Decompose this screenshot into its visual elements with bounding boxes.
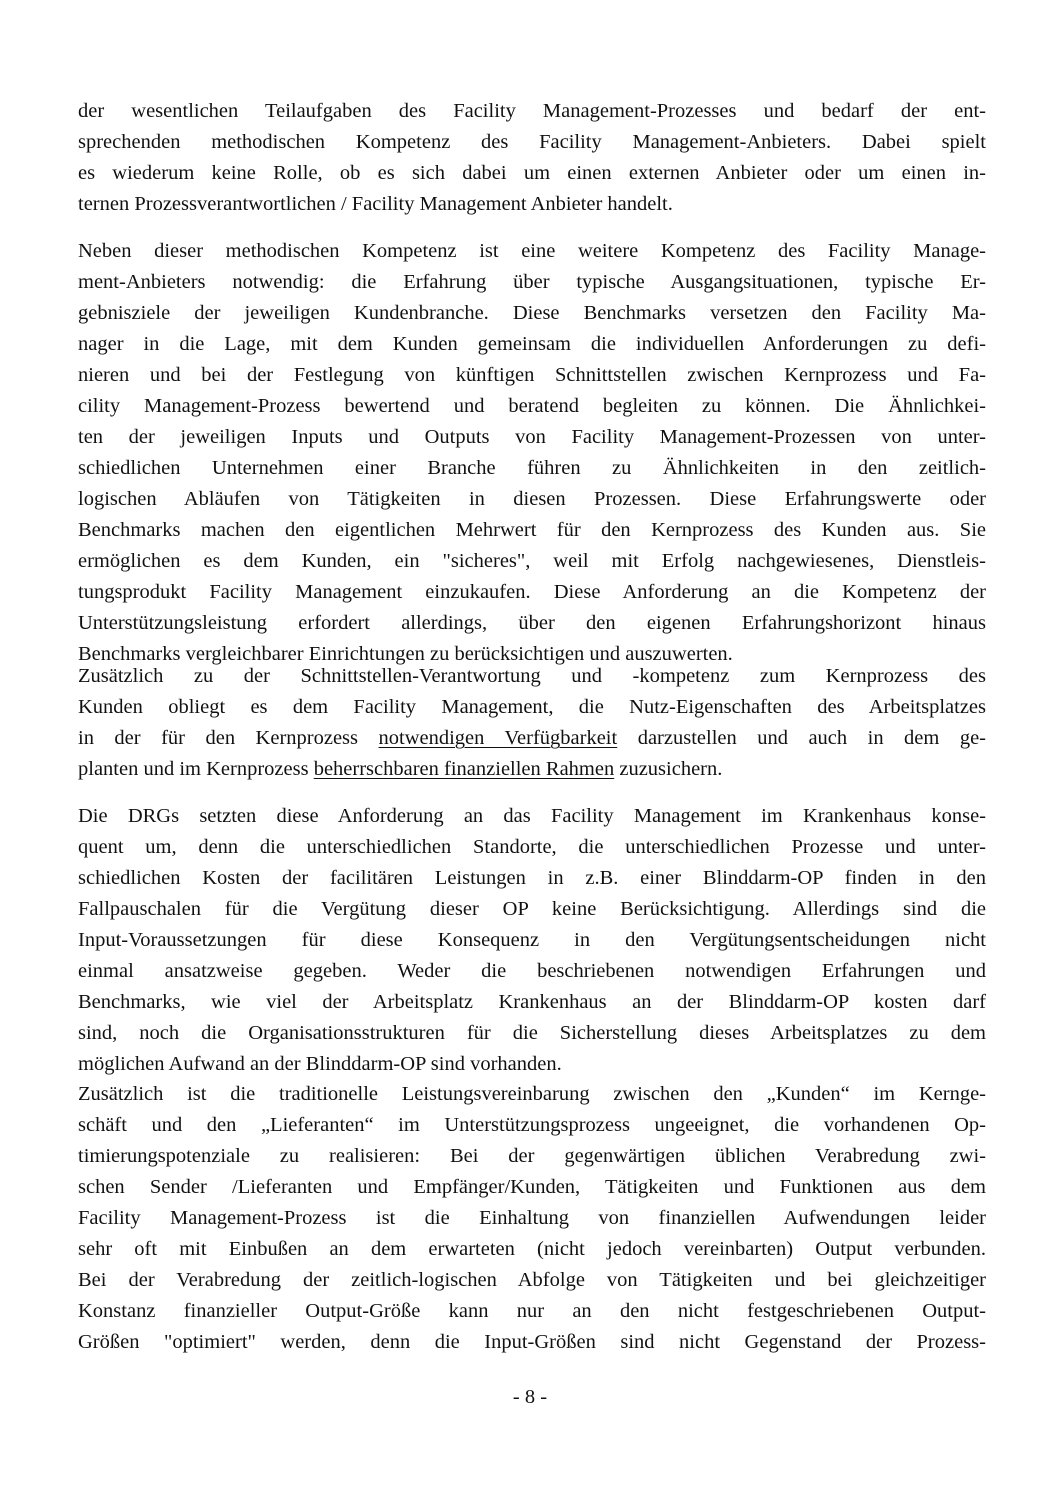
text-segment: sprechenden methodischen Kompetenz des Facility Management-Anbieters. Dabei spielt [78, 131, 986, 153]
text-segment: Input-Voraussetzungen für diese Konsequenz in den Vergütungsentscheidungen nicht [78, 929, 986, 951]
text-segment: schäft und den „Lieferanten“ im Unterstützungsprozess ungeeignet, die vorhandenen Op- [78, 1114, 986, 1136]
text-line [78, 925, 986, 956]
text-line [78, 360, 986, 391]
text-line [78, 96, 986, 127]
text-line [78, 1296, 986, 1327]
text-line [78, 894, 986, 925]
text-segment: darzustellen und auch in dem ge- [617, 727, 987, 749]
text-segment: der wesentlichen Teilaufgaben des Facility Management-Prozesses und bedarf der ent- [78, 100, 986, 122]
text-line [78, 754, 986, 785]
paragraph [78, 236, 986, 670]
text-line [78, 1079, 986, 1110]
text-line [78, 1234, 986, 1265]
text-line [78, 267, 986, 298]
text-line [78, 546, 986, 577]
text-segment: Die DRGs setzten diese Anforderung an das Facility Management im Krankenhaus konse- [78, 805, 986, 827]
text-segment: Unterstützungsleistung erfordert allerdings, über den eigenen Erfahrungshorizont hinaus [78, 612, 986, 634]
text-segment: ternen Prozessverantwortlichen / Facility Management Anbieter handelt. [78, 193, 673, 215]
text-line [78, 1172, 986, 1203]
text-line [78, 801, 986, 832]
text-line [78, 1049, 986, 1080]
text-line [78, 1141, 986, 1172]
text-line [78, 189, 986, 220]
text-line [78, 863, 986, 894]
text-line [78, 1203, 986, 1234]
text-line [78, 515, 986, 546]
text-segment: nieren und bei der Festlegung von künftigen Schnittstellen zwischen Kernprozess und Fa- [78, 364, 986, 386]
text-segment: Zusätzlich ist die traditionelle Leistungsvereinbarung zwischen den „Kunden“ im Kernge- [78, 1083, 986, 1105]
text-line [78, 1110, 986, 1141]
text-segment: sehr oft mit Einbußen an dem erwarteten (nicht jedoch vereinbarten) Output verbunden. [78, 1238, 986, 1260]
text-line [78, 692, 986, 723]
text-segment: Konstanz finanzieller Output-Größe kann nur an den nicht festgeschriebenen Output- [78, 1300, 986, 1322]
text-segment: timierungspotenziale zu realisieren: Bei der gegenwärtigen üblichen Verabredung zwi- [78, 1145, 986, 1167]
text-segment: in der für den Kernprozess [78, 727, 379, 749]
text-segment: Facility Management-Prozess ist die Einhaltung von finanziellen Aufwendungen leider [78, 1207, 986, 1229]
text-segment: Größen "optimiert" werden, denn die Input-Größen sind nicht Gegenstand der Prozess- [78, 1331, 986, 1353]
text-segment: Kunden obliegt es dem Facility Management, die Nutz-Eigenschaften des Arbeitsplatzes [78, 696, 986, 718]
text-line [78, 956, 986, 987]
text-line [78, 422, 986, 453]
text-line [78, 329, 986, 360]
text-segment: sind, noch die Organisationsstrukturen für die Sicherstellung dieses Arbeitsplatzes zu dem [78, 1022, 986, 1044]
text-line [78, 391, 986, 422]
page-number: - 8 - [512, 1386, 548, 1408]
text-line [78, 236, 986, 267]
text-line [78, 661, 986, 692]
text-line [78, 1018, 986, 1049]
text-line [78, 723, 986, 754]
text-segment: Benchmarks, wie viel der Arbeitsplatz Krankenhaus an der Blinddarm-OP kosten darf [78, 991, 986, 1013]
text-segment: quent um, denn die unterschiedlichen Standorte, die unterschiedlichen Prozesse und unter- [78, 836, 986, 858]
text-segment: schiedlichen Kosten der facilitären Leistungen in z.B. einer Blinddarm-OP finden in den [78, 867, 986, 889]
text-segment: cility Management-Prozess bewertend und beratend begleiten zu können. Die Ähnlichkei- [78, 395, 986, 417]
text-segment: logischen Abläufen von Tätigkeiten in diesen Prozessen. Diese Erfahrungswerte oder [78, 488, 986, 510]
text-segment: Benchmarks vergleichbarer Einrichtungen zu berücksichtigen und auszuwerten. [78, 643, 733, 665]
text-segment: ermöglichen es dem Kunden, ein "sicheres", weil mit Erfolg nachgewiesenes, Dienstleis- [78, 550, 986, 572]
text-line [78, 298, 986, 329]
paragraph [78, 801, 986, 1080]
text-segment: planten und im Kernprozess [78, 758, 314, 780]
paragraph [78, 661, 986, 785]
text-segment: Neben dieser methodischen Kompetenz ist eine weitere Kompetenz des Facility Manage- [78, 240, 986, 262]
text-line [78, 1265, 986, 1296]
text-segment: schen Sender /Lieferanten und Empfänger/Kunden, Tätigkeiten und Funktionen aus dem [78, 1176, 986, 1198]
paragraph [78, 1079, 986, 1358]
text-segment: gebnisziele der jeweiligen Kundenbranche. Diese Benchmarks versetzen den Facility Ma- [78, 302, 986, 324]
text-segment: Bei der Verabredung der zeitlich-logischen Abfolge von Tätigkeiten und bei gleichzeitiger [78, 1269, 986, 1291]
text-segment: nager in die Lage, mit dem Kunden gemeinsam die individuellen Anforderungen zu defi- [78, 333, 986, 355]
text-line [78, 453, 986, 484]
text-segment: Fallpauschalen für die Vergütung dieser OP keine Berücksichtigung. Allerdings sind die [78, 898, 986, 920]
text-segment: Benchmarks machen den eigentlichen Mehrwert für den Kernprozess des Kunden aus. Sie [78, 519, 986, 541]
text-line [78, 127, 986, 158]
text-line [78, 832, 986, 863]
text-line [78, 608, 986, 639]
text-segment: ment-Anbieters notwendig: die Erfahrung über typische Ausgangsituationen, typische Er- [78, 271, 986, 293]
text-segment: zuzusichern. [614, 758, 723, 780]
text-segment: möglichen Aufwand an der Blinddarm-OP sind vorhanden. [78, 1053, 562, 1075]
paragraph [78, 96, 986, 220]
underlined-phrase: beherrschbaren finanziellen Rahmen [313, 758, 615, 780]
text-segment: es wiederum keine Rolle, ob es sich dabei um einen externen Anbieter oder um einen in- [78, 162, 986, 184]
text-segment: tungsprodukt Facility Management einzukaufen. Diese Anforderung an die Kompetenz der [78, 581, 986, 603]
text-line [78, 987, 986, 1018]
text-segment: einmal ansatzweise gegeben. Weder die beschriebenen notwendigen Erfahrungen und [78, 960, 986, 982]
text-segment: schiedlichen Unternehmen einer Branche führen zu Ähnlichkeiten in den zeitlich- [78, 457, 986, 479]
text-line [78, 577, 986, 608]
underlined-phrase: notwendigen Verfügbarkeit [378, 727, 618, 749]
text-line [78, 484, 986, 515]
text-line [78, 1327, 986, 1358]
text-line [78, 158, 986, 189]
text-segment: Zusätzlich zu der Schnittstellen-Verantwortung und -kompetenz zum Kernprozess des [78, 665, 986, 687]
text-segment: ten der jeweiligen Inputs und Outputs von Facility Management-Prozessen von unter- [78, 426, 986, 448]
